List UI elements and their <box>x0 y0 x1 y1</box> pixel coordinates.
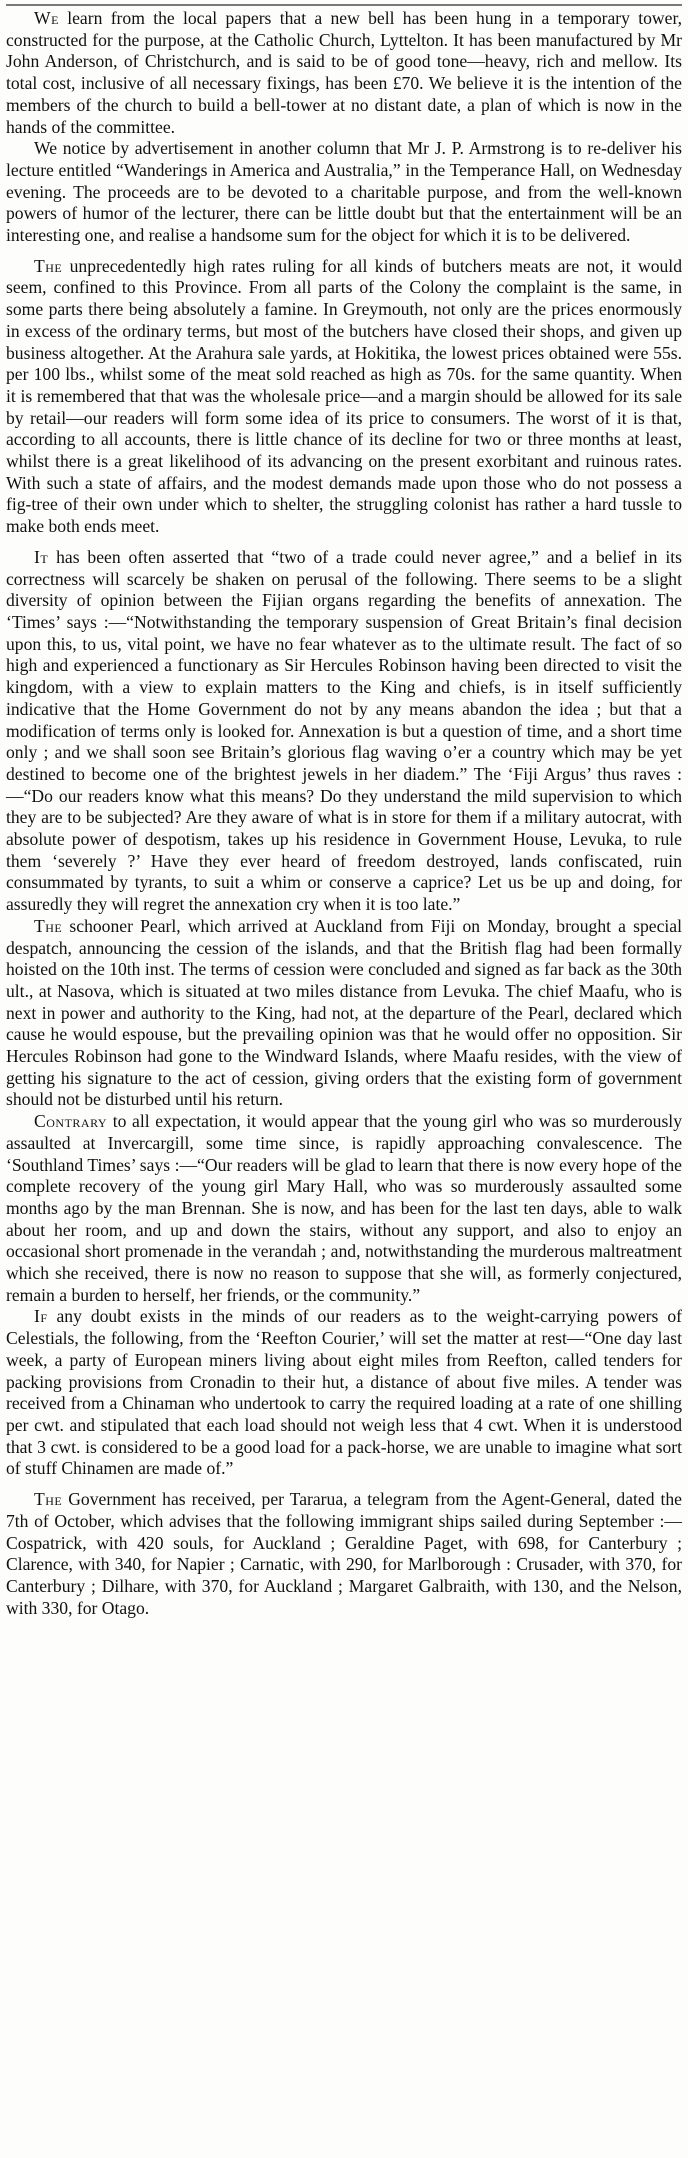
article-immigrant-ships <box>6 1489 682 1619</box>
article-celestials <box>6 1306 682 1480</box>
article-lead: We <box>34 8 59 28</box>
article-lead: It <box>34 546 49 567</box>
article-text: Government has received, per Tararua, a telegram from the Agent-General, dated the 7th of October, which advises that the following immigrant ships sailed during September :—Cospatrick, with 420 souls, for Auckland ; Geraldine Paget, with 698, for Canterbury ; Clarence, with 340, for Napier ; Carnatic, with 290, for Marlborough : Crusader, with 370, for Canterbury ; Dilhare, with 370, for Auckland ; Margaret Galbraith, with 130, and the Nelson, with 330, for Otago. <box>6 1489 682 1618</box>
article-lecture <box>6 138 682 247</box>
article-text: schooner Pearl, which arrived at Auckland from Fiji on Monday, brought a special despatch, announcing the cession of the islands, and that the British flag had been formally hoisted on the 10th inst. The terms of cession were concluded and signed as far back as the 30th ult., at Nasova, which is situated at two miles distance from Levuka. The chief Maafu, who is next in power and authority to the King, had not, at the departure of the Pearl, declared which cause he would espouse, but the prevailing opinion was that he would offer no opposition. Sir Hercules Robinson had gone to the Windward Islands, where Maafu resides, with the view of getting his signature to the act of cession, giving orders that the existing form of government should not be disturbed until his return. <box>6 915 682 1110</box>
article-butchers-meat <box>6 256 682 538</box>
top-rule <box>6 4 682 6</box>
article-lead: Contrary <box>34 1111 108 1132</box>
article-lead: The <box>34 915 63 936</box>
article-lead: If <box>34 1306 48 1327</box>
article-lead: The <box>34 1489 63 1510</box>
article-text: to all expectation, it would appear that the young girl who was so murderously assaulted at Invercargill, some time since, is rapidly approaching convalescence. The ‘Southland Times’ says :—“Our readers will be glad to learn that there is now every hope of the complete recovery of the young girl Mary Hall, who was so murderously assaulted some months ago by the man Brennan. She is now, and has been for the last ten days, able to walk about her room, and up and down the stairs, without any support, and also to enjoy an occasional short promenade in the verandah ; and, notwithstanding the murderous maltreatment which she received, there is now no reason to suppose that she will, as formerly conjectured, remain a burden to herself, her friends, or the community.” <box>6 1111 682 1305</box>
article-schooner-pearl <box>6 916 682 1111</box>
article-text: We notice by advertisement in another column that Mr J. P. Armstrong is to re-deliver his lecture entitled “Wanderings in America and Australia,” in the Temperance Hall, on Wednesday evening. The proceeds are to be devoted to a charitable purpose, and from the well-known powers of humor of the lecturer, there can be little doubt but that the entertainment will be an interesting one, and realise a handsome sum for the object for which it is to be delivered. <box>6 138 682 246</box>
article-invercargill <box>6 1111 682 1306</box>
article-text: unprecedentedly high rates ruling for all kinds of butchers meats are not, it would seem, confined to this Province. From all parts of the Colony the complaint is the same, in some parts there being absolutely a famine. In Greymouth, not only are the prices enormously in excess of the ordinary terms, but most of the butchers have closed their shops, and given up business altogether. At the Arahura sale yards, at Hokitika, the lowest prices obtained were 55s. per 100 lbs., whilst some of the meat sold reached as high as 70s. for the same quantity. When it is remembered that that was the wholesale price—and a margin should be allowed for its sale by retail—our readers will form some idea of its price to consumers. The worst of it is that, according to all accounts, there is little chance of its decline for two or three months at least, whilst there is a great likelihood of its advancing on the present exorbitant and ruinous rates. With such a state of affairs, and the modest demands made upon those who do not possess a fig-tree of their own under which to shelter, the struggling colonist has rather a hard tussle to make both ends meet. <box>6 255 682 537</box>
article-fiji-annexation <box>6 547 682 916</box>
article-text: has been often asserted that “two of a trade could never agree,” and a belief in its correctness will scarcely be shaken on perusal of the following. There seems to be a slight diversity of opinion between the Fijian organs regarding the benefits of annexation. The ‘Times’ says :—“Notwithstanding the temporary suspension of Great Britain’s final decision upon this, to us, vital point, we have no fear whatever as to the ultimate result. The fact of so high and experienced a functionary as Sir Hercules Robinson having been directed to visit the kingdom, with a view to explain matters to the King and chiefs, is in itself sufficiently indicative that the Home Government do not by any means abandon the idea ; but that a modification of terms only is looked for. Annexation is but a question of time, and a short time only ; and we shall soon see Britain’s glorious flag waving o’er a country which may be yet destined to become one of the brightest jewels in her diadem.” The ‘Fiji Argus’ thus raves :—“Do our readers know what this means? Do they understand the mild supervision to which they are to be subjected? Are they aware of what is in store for them if a military autocrat, with absolute power of despotism, takes up his residence in Government House, Levuka, to rule them ‘severely ?’ Have they ever heard of freedom destroyed, lands confiscated, ruin consummated by tyrants, to suit a whim or conserve a caprice? Let us be up and doing, for assuredly they will regret the annexation cry when it is too late.” <box>6 546 682 915</box>
article-lead: The <box>34 255 63 276</box>
article-text: any doubt exists in the minds of our readers as to the weight-carrying powers of Celestials, the following, from the ‘Reefton Courier,’ will set the matter at rest—“One day last week, a party of European miners living about eight miles from Reefton, called tenders for packing provisions from Cronadin to their hut, a distance of about five miles. A tender was received from a Chinaman who undertook to carry the required loading at a rate of one shilling per cwt. and stipulated that each load should not weigh less that 4 cwt. When it is understood that 3 cwt. is considered to be a good load for a pack-horse, we are unable to imagine what sort of stuff Chinamen are made of.” <box>6 1306 682 1479</box>
article-bell <box>6 8 682 138</box>
article-text: learn from the local papers that a new bell has been hung in a temporary tower, constructed for the purpose, at the Catholic Church, Lyttelton. It has been manufactured by Mr John Anderson, of Christchurch, and is said to be of good tone—heavy, rich and mellow. Its total cost, inclusive of all necessary fixings, has been £70. We believe it is the intention of the members of the church to build a bell-tower at no distant date, a plan of which is now in the hands of the committee. <box>6 8 682 137</box>
